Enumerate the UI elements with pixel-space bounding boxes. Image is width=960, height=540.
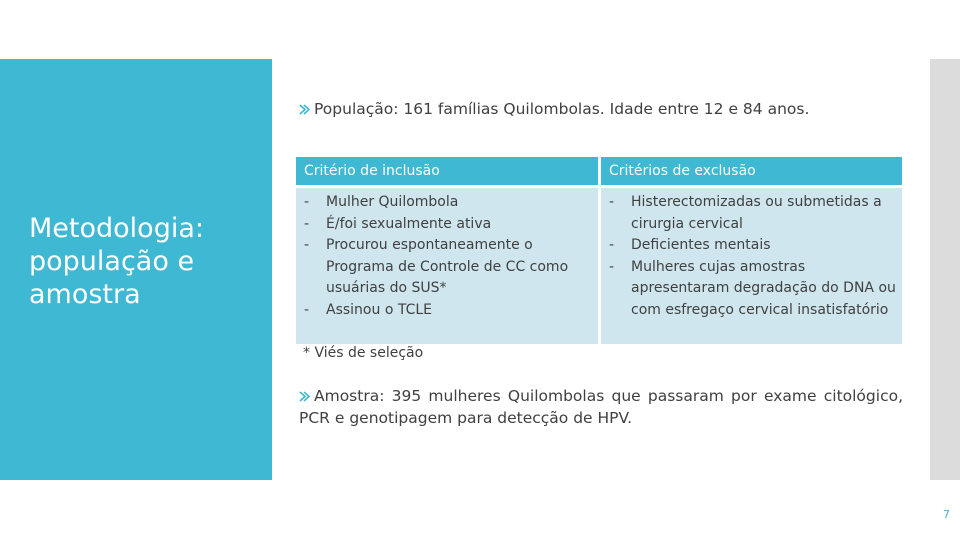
inclusion-header: Critério de inclusão xyxy=(296,157,600,187)
footnote: * Viés de seleção xyxy=(303,345,424,361)
exclusion-list xyxy=(609,192,896,321)
exclusion-header: Critérios de exclusão xyxy=(600,157,903,187)
list-item: - Mulher Quilombola xyxy=(304,192,592,214)
inclusion-cell xyxy=(296,187,600,345)
right-decorative-strip xyxy=(930,59,960,480)
page-number: 7 xyxy=(943,508,950,521)
population-text: População: 161 famílias Quilombolas. Idade entre 12 e 84 anos. xyxy=(314,100,810,118)
inclusion-list xyxy=(304,192,592,321)
sample-bullet xyxy=(299,386,903,429)
list-item: - Mulheres cujas amostras apresentaram degradação do DNA ou com esfregaço cervical insatisfatório xyxy=(609,257,896,322)
table-row xyxy=(296,187,902,345)
chevron-bullet-icon xyxy=(299,103,311,118)
list-item: - É/foi sexualmente ativa xyxy=(304,214,592,236)
sample-text: Amostra: 395 mulheres Quilombolas que passaram por exame citológico, PCR e genotipagem para detecção de HPV. xyxy=(299,387,903,427)
table-header-row xyxy=(296,157,902,187)
list-item: - Deficientes mentais xyxy=(609,235,896,257)
chevron-bullet-icon xyxy=(299,390,311,405)
list-item: - Assinou o TCLE xyxy=(304,300,592,322)
list-item: - Procurou espontaneamente o Programa de Controle de CC como usuárias do SUS* xyxy=(304,235,592,300)
criteria-table xyxy=(296,157,902,344)
population-bullet xyxy=(299,100,809,118)
list-item: - Histerectomizadas ou submetidas a cirurgia cervical xyxy=(609,192,896,235)
slide-title: Metodologia: população e amostra xyxy=(29,213,204,310)
exclusion-cell xyxy=(600,187,903,345)
